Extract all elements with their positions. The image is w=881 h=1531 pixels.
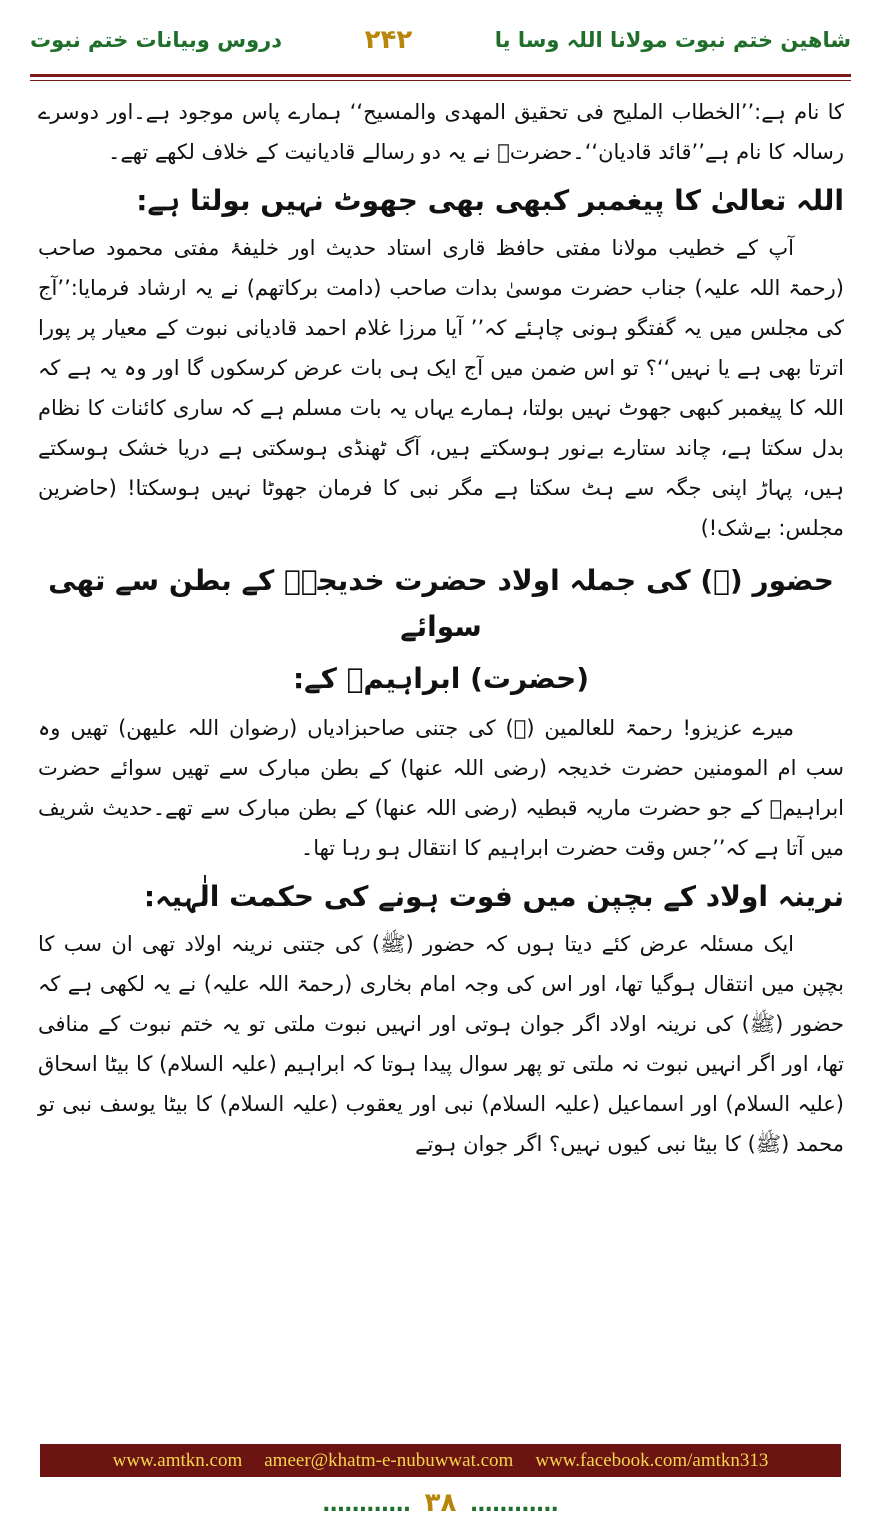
footer-website-link[interactable]: www.amtkn.com — [112, 1449, 243, 1471]
dots-right: ………… — [470, 1492, 559, 1517]
paragraph-4: ایک مسئلہ عرض کئے دیتا ہوں کہ حضور (ﷺ) کی جتنی نرینہ اولاد تھی ان سب کا بچپن میں انتقال ہوگیا تھا، اور اس کی وجہ امام بخاری (رحمۃ اللہ علیہ) نے یہ لکھی ہے کہ حضور (ﷺ) کی نرینہ اولاد اگر جوان ہوتی اور انہیں نبوت ملتی تو یہ ختم نبوت کے منافی تھا، اور اگر انہیں نبوت نہ ملتی تو پھر سوال پیدا ہوتا کہ ابراہیم (علیہ السلام) کا بیٹا اسحاق (علیہ السلام) اور اسماعیل (علیہ السلام) نبی اور یعقوب (علیہ السلام) کا بیٹا یوسف نبی تو محمد (ﷺ) کا بیٹا نبی کیوں نہیں؟ اگر جوان ہوتے — [38, 932, 844, 1156]
header-rule-thick — [30, 74, 851, 77]
page-header — [30, 18, 851, 62]
paragraph-2: آپ کے خطیب مولانا مفتی حافظ قاری استاد حدیث اور خلیفۂ مفتی محمود صاحب (رحمۃ اللہ علیہ) جناب حضرت موسیٰ بدات صاحب (دامت برکاتھم) نے یہ ارشاد فرمایا:’’آج کی مجلس میں یہ گفتگو ہونی چاہئے کہ’’ آیا مرزا غلام احمد قادیانی نبوت کے معیار پر پورا اترتا بھی ہے یا نہیں‘‘؟ تو اس ضمن میں آج ایک ہی بات عرض کرسکوں گا اور وہ یہ ہے کہ اللہ کا پیغمبر کبھی جھوٹ نہیں بولتا، ہمارے یہاں یہ بات مسلم ہے کہ ساری کائنات کا نظام بدل سکتا ہے، چاند ستارے بےنور ہوسکتے ہیں، آگ ٹھنڈی ہوسکتی ہے دریا خشک ہوسکتے ہیں، پہاڑ اپنی جگہ سے ہٹ سکتا ہے مگر نبی کا فرمان جھوٹا نہیں ہوسکتا! (حاضرین مجلس: بےشک!) — [38, 236, 844, 540]
page-body — [38, 92, 844, 1164]
dots-left: ………… — [322, 1492, 411, 1517]
header-rule-thin — [30, 80, 851, 81]
paragraph-3: میرے عزیزو! رحمۃ للعالمین (ﷺ) کی جتنی صاحبزادیاں (رضوان اللہ علیھن) تھیں وہ سب ام المومنین حضرت خدیجہ (رضی اللہ عنھا) کے بطن مبارک سے تھیں سوائے حضرت ابراہیمؓ کے جو حضرت ماریہ قبطیہ (رضی اللہ عنھا) کے بطن مبارک سے تھے۔حدیث شریف میں آتا ہے کہ’’جس وقت حضرت ابراہیم کا انتقال ہو رہا تھا۔ — [38, 716, 844, 860]
heading-wisdom: نرینہ اولاد کے بچپن میں فوت ہونے کی حکمت الٰہیہ: — [143, 880, 844, 913]
paragraph-1: کا نام ہے:’’الخطاب الملیح فی تحقیق المهدی والمسیح‘‘ ہمارے پاس موجود ہے۔اور دوسرے رسالہ کا نام ہے’’قائد قادیان‘‘۔حضرتؒ نے یہ دو رسالے قادیانیت کے خلاف لکھے تھے۔ — [38, 100, 844, 164]
heading-children: حضور (ﷺ) کی جملہ اولاد حضرت خدیجہؓ کے بطن سے تھی سوائے — [48, 564, 834, 643]
footer-email-link[interactable]: ameer@khatm-e-nubuwwat.com — [264, 1449, 514, 1471]
footer-page-number — [0, 1488, 881, 1518]
header-page-number: ۲۴۲ — [364, 25, 413, 55]
book-title: دروس وبیانات ختم نبوت — [30, 28, 282, 52]
author-name: شاھین ختم نبوت مولانا اللہ وسا یا — [494, 28, 851, 52]
heading-children-cont: (حضرت) ابراہیمؓ کے: — [292, 662, 590, 695]
footer-facebook-link[interactable]: www.facebook.com/amtkn313 — [535, 1449, 769, 1471]
heading-prophet-truth: اللہ تعالیٰ کا پیغمبر کبھی بھی جھوٹ نہیں بولتا ہے: — [136, 184, 844, 217]
page-number-value: ۳۸ — [424, 1488, 457, 1518]
footer-links-bar — [40, 1444, 841, 1477]
